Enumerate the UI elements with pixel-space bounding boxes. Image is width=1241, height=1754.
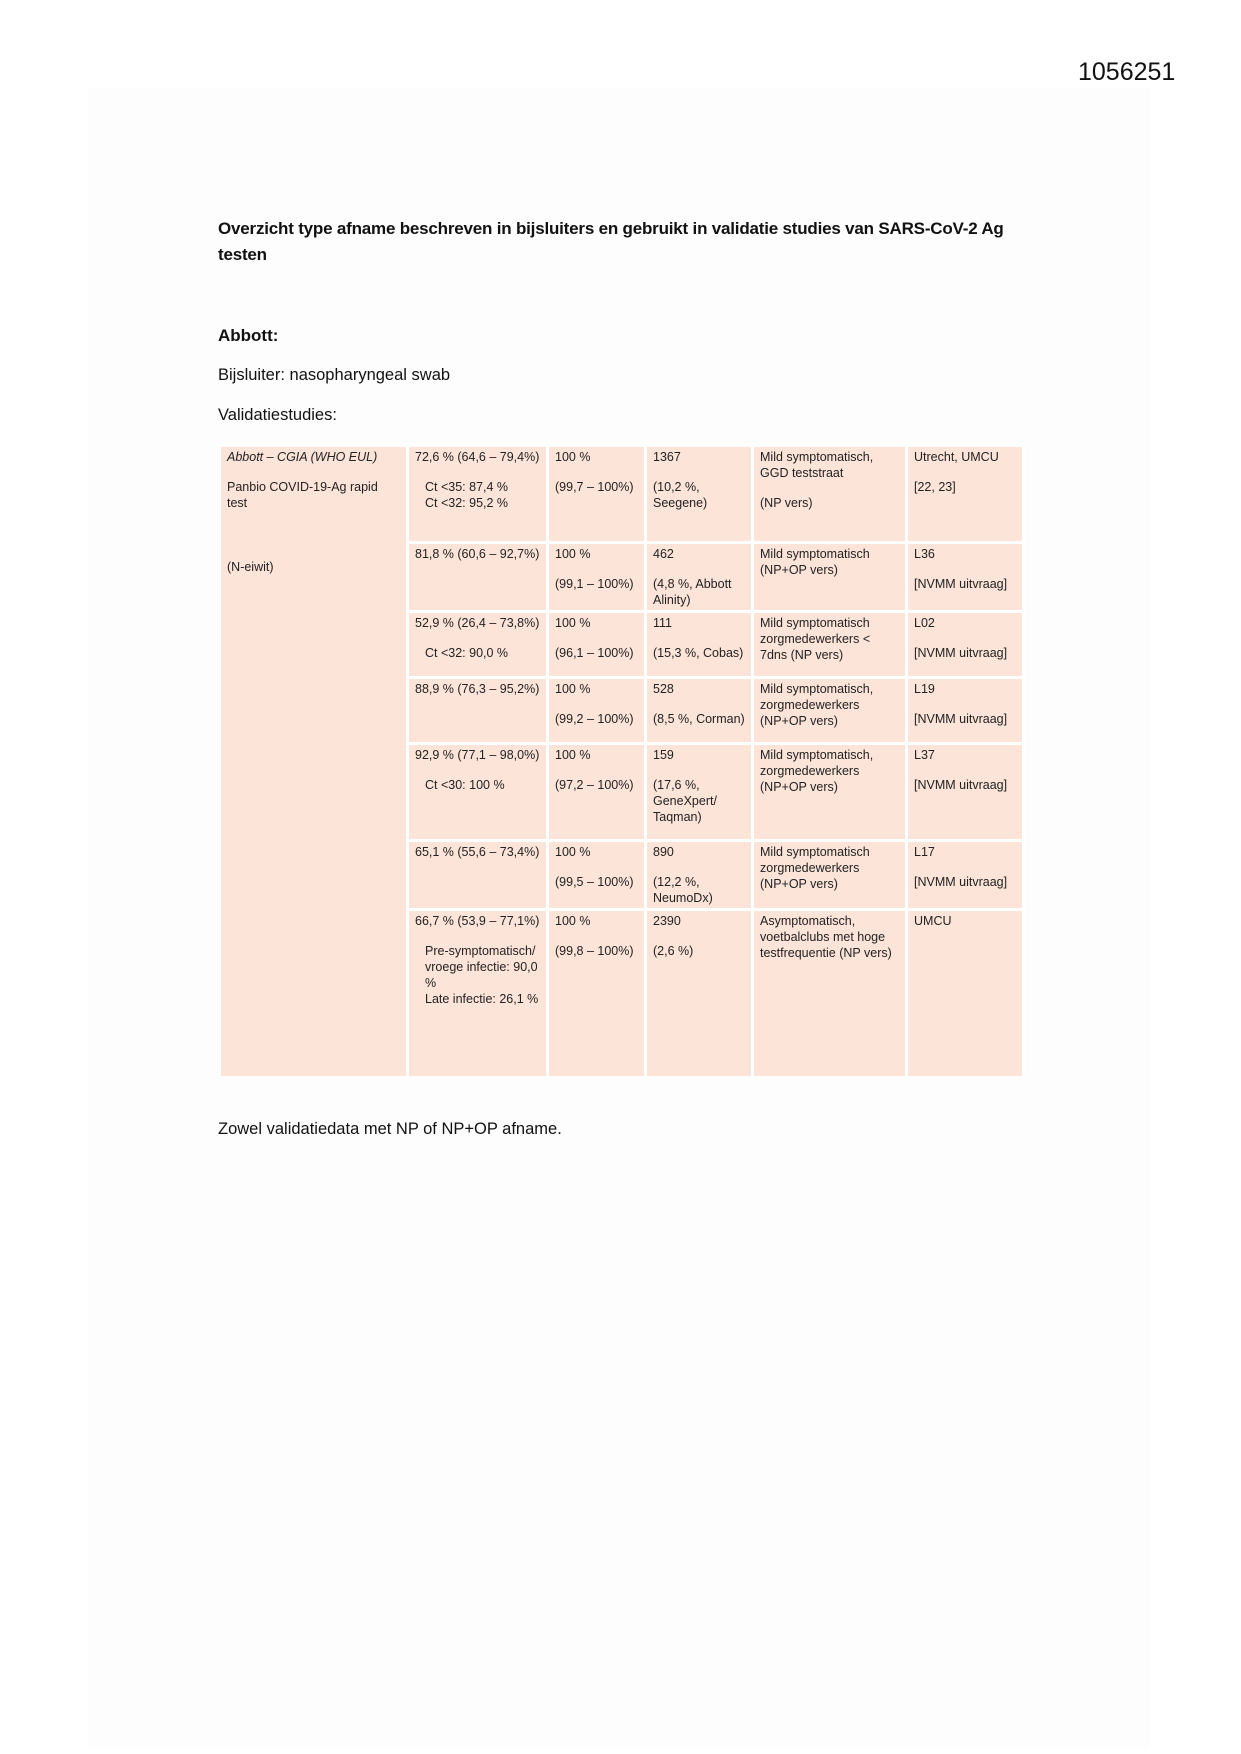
specificity-ci: (99,8 – 100%) xyxy=(555,944,634,958)
sample-size: 890 xyxy=(653,845,674,859)
source-cell xyxy=(907,841,1024,910)
source-cell xyxy=(907,612,1024,678)
test-manufacturer: Abbott – CGIA (WHO EUL) xyxy=(227,450,378,464)
specificity-value: 100 % xyxy=(555,450,591,464)
specificity-value: 100 % xyxy=(555,845,591,859)
population-cell xyxy=(753,744,907,841)
source-cell xyxy=(907,678,1024,744)
specificity-value: 100 % xyxy=(555,748,591,762)
specificity-cell xyxy=(548,678,646,744)
source-cell xyxy=(907,744,1024,841)
sensitivity-cell xyxy=(408,612,548,678)
sensitivity-cell xyxy=(408,744,548,841)
source-text: UMCU xyxy=(914,914,952,928)
prevalence-pcr: (10,2 %, Seegene) xyxy=(653,480,708,510)
sample-size: 462 xyxy=(653,547,674,561)
population-text: Mild symptomatisch zorgmedewerkers < 7dns (NP vers) xyxy=(760,616,871,662)
reference-text: [NVMM uitvraag] xyxy=(914,778,1008,792)
sample-size-cell xyxy=(646,678,753,744)
specificity-cell xyxy=(548,841,646,910)
specificity-cell xyxy=(548,910,646,1078)
document-number: 1056251 xyxy=(1078,58,1176,86)
sensitivity-value: 88,9 % (76,3 – 95,2%) xyxy=(415,682,540,696)
sensitivity-sub-value: Pre-symptomatisch/ vroege infectie: 90,0 % xyxy=(425,944,538,990)
population-text: Mild symptomatisch zorgmedewerkers (NP+OP vers) xyxy=(760,845,870,891)
population-cell xyxy=(753,612,907,678)
sample-size-cell xyxy=(646,841,753,910)
sensitivity-cell xyxy=(408,543,548,612)
population-cell xyxy=(753,446,907,543)
source-text: L02 xyxy=(914,616,935,630)
sensitivity-value: 65,1 % (55,6 – 73,4%) xyxy=(415,845,540,859)
specificity-value: 100 % xyxy=(555,914,591,928)
reference-text: [NVMM uitvraag] xyxy=(914,875,1008,889)
sample-size: 528 xyxy=(653,682,674,696)
sample-size: 111 xyxy=(653,616,673,630)
population-text: Mild symptomatisch, zorgmedewerkers (NP+OP vers) xyxy=(760,748,874,794)
prevalence-pcr: (2,6 %) xyxy=(653,944,694,958)
bijsluiter-text: Bijsluiter: nasopharyngeal swab xyxy=(218,366,451,384)
population-cell xyxy=(753,678,907,744)
sample-size-cell xyxy=(646,543,753,612)
sample-size: 159 xyxy=(653,748,674,762)
test-target-protein: (N-eiwit) xyxy=(227,560,274,574)
population-cell xyxy=(753,910,907,1078)
sample-size: 2390 xyxy=(653,914,681,928)
sensitivity-sub-value: Ct <32: 90,0 % xyxy=(425,646,509,660)
sample-size: 1367 xyxy=(653,450,681,464)
specificity-cell xyxy=(548,744,646,841)
validation-table xyxy=(218,444,1025,1079)
sampling-text: (NP vers) xyxy=(760,496,813,510)
population-text: Asymptomatisch, voetbalclubs met hoge testfrequentie (NP vers) xyxy=(760,914,892,960)
sensitivity-sub-value: Ct <35: 87,4 % xyxy=(425,480,509,494)
validatiestudies-label: Validatiestudies: xyxy=(218,406,337,424)
reference-text: [NVMM uitvraag] xyxy=(914,646,1008,660)
sensitivity-value: 81,8 % (60,6 – 92,7%) xyxy=(415,547,540,561)
reference-text: [NVMM uitvraag] xyxy=(914,712,1008,726)
source-text: L37 xyxy=(914,748,935,762)
sensitivity-cell xyxy=(408,910,548,1078)
test-name-cell xyxy=(220,446,408,1078)
test-product-name: Panbio COVID-19-Ag rapid test xyxy=(227,480,378,510)
source-cell xyxy=(907,543,1024,612)
specificity-value: 100 % xyxy=(555,547,591,561)
sensitivity-cell xyxy=(408,841,548,910)
specificity-value: 100 % xyxy=(555,682,591,696)
specificity-cell xyxy=(548,612,646,678)
specificity-ci: (99,2 – 100%) xyxy=(555,712,634,726)
prevalence-pcr: (4,8 %, Abbott Alinity) xyxy=(653,577,732,607)
sensitivity-value: 92,9 % (77,1 – 98,0%) xyxy=(415,748,540,762)
source-text: L19 xyxy=(914,682,935,696)
prevalence-pcr: (15,3 %, Cobas) xyxy=(653,646,744,660)
sensitivity-sub-value: Ct <32: 95,2 % xyxy=(425,496,509,510)
prevalence-pcr: (8,5 %, Corman) xyxy=(653,712,745,726)
population-cell xyxy=(753,543,907,612)
source-text: L36 xyxy=(914,547,935,561)
specificity-ci: (96,1 – 100%) xyxy=(555,646,634,660)
sample-size-cell xyxy=(646,446,753,543)
sample-size-cell xyxy=(646,744,753,841)
sensitivity-value: 66,7 % (53,9 – 77,1%) xyxy=(415,914,540,928)
sensitivity-value: 72,6 % (64,6 – 79,4%) xyxy=(415,450,540,464)
sample-size-cell xyxy=(646,612,753,678)
section-heading-abbott: Abbott: xyxy=(218,326,279,345)
footer-note: Zowel validatiedata met NP of NP+OP afname. xyxy=(218,1120,562,1138)
specificity-ci: (99,1 – 100%) xyxy=(555,577,634,591)
sensitivity-cell xyxy=(408,446,548,543)
prevalence-pcr: (12,2 %, NeumoDx) xyxy=(653,875,713,905)
source-cell xyxy=(907,910,1024,1078)
specificity-cell xyxy=(548,543,646,612)
sample-size-cell xyxy=(646,910,753,1078)
population-text: Mild symptomatisch, GGD teststraat xyxy=(760,450,874,480)
population-text: Mild symptomatisch, zorgmedewerkers (NP+OP vers) xyxy=(760,682,874,728)
source-text: Utrecht, UMCU xyxy=(914,450,999,464)
specificity-value: 100 % xyxy=(555,616,591,630)
prevalence-pcr: (17,6 %, GeneXpert/ Taqman) xyxy=(653,778,717,824)
specificity-ci: (97,2 – 100%) xyxy=(555,778,634,792)
sensitivity-sub-value: Late infectie: 26,1 % xyxy=(425,992,539,1006)
population-text: Mild symptomatisch (NP+OP vers) xyxy=(760,547,870,577)
document-content xyxy=(218,216,1018,1138)
specificity-ci: (99,7 – 100%) xyxy=(555,480,634,494)
table-row xyxy=(220,446,1024,543)
document-title: Overzicht type afname beschreven in bijsluiters en gebruikt in validatie studies van SARS-CoV-2 Ag testen xyxy=(218,219,1004,264)
reference-text: [22, 23] xyxy=(914,480,956,494)
specificity-ci: (99,5 – 100%) xyxy=(555,875,634,889)
source-text: L17 xyxy=(914,845,935,859)
reference-text: [NVMM uitvraag] xyxy=(914,577,1008,591)
sensitivity-value: 52,9 % (26,4 – 73,8%) xyxy=(415,616,540,630)
population-cell xyxy=(753,841,907,910)
sensitivity-sub-value: Ct <30: 100 % xyxy=(425,778,505,792)
source-cell xyxy=(907,446,1024,543)
sensitivity-cell xyxy=(408,678,548,744)
specificity-cell xyxy=(548,446,646,543)
